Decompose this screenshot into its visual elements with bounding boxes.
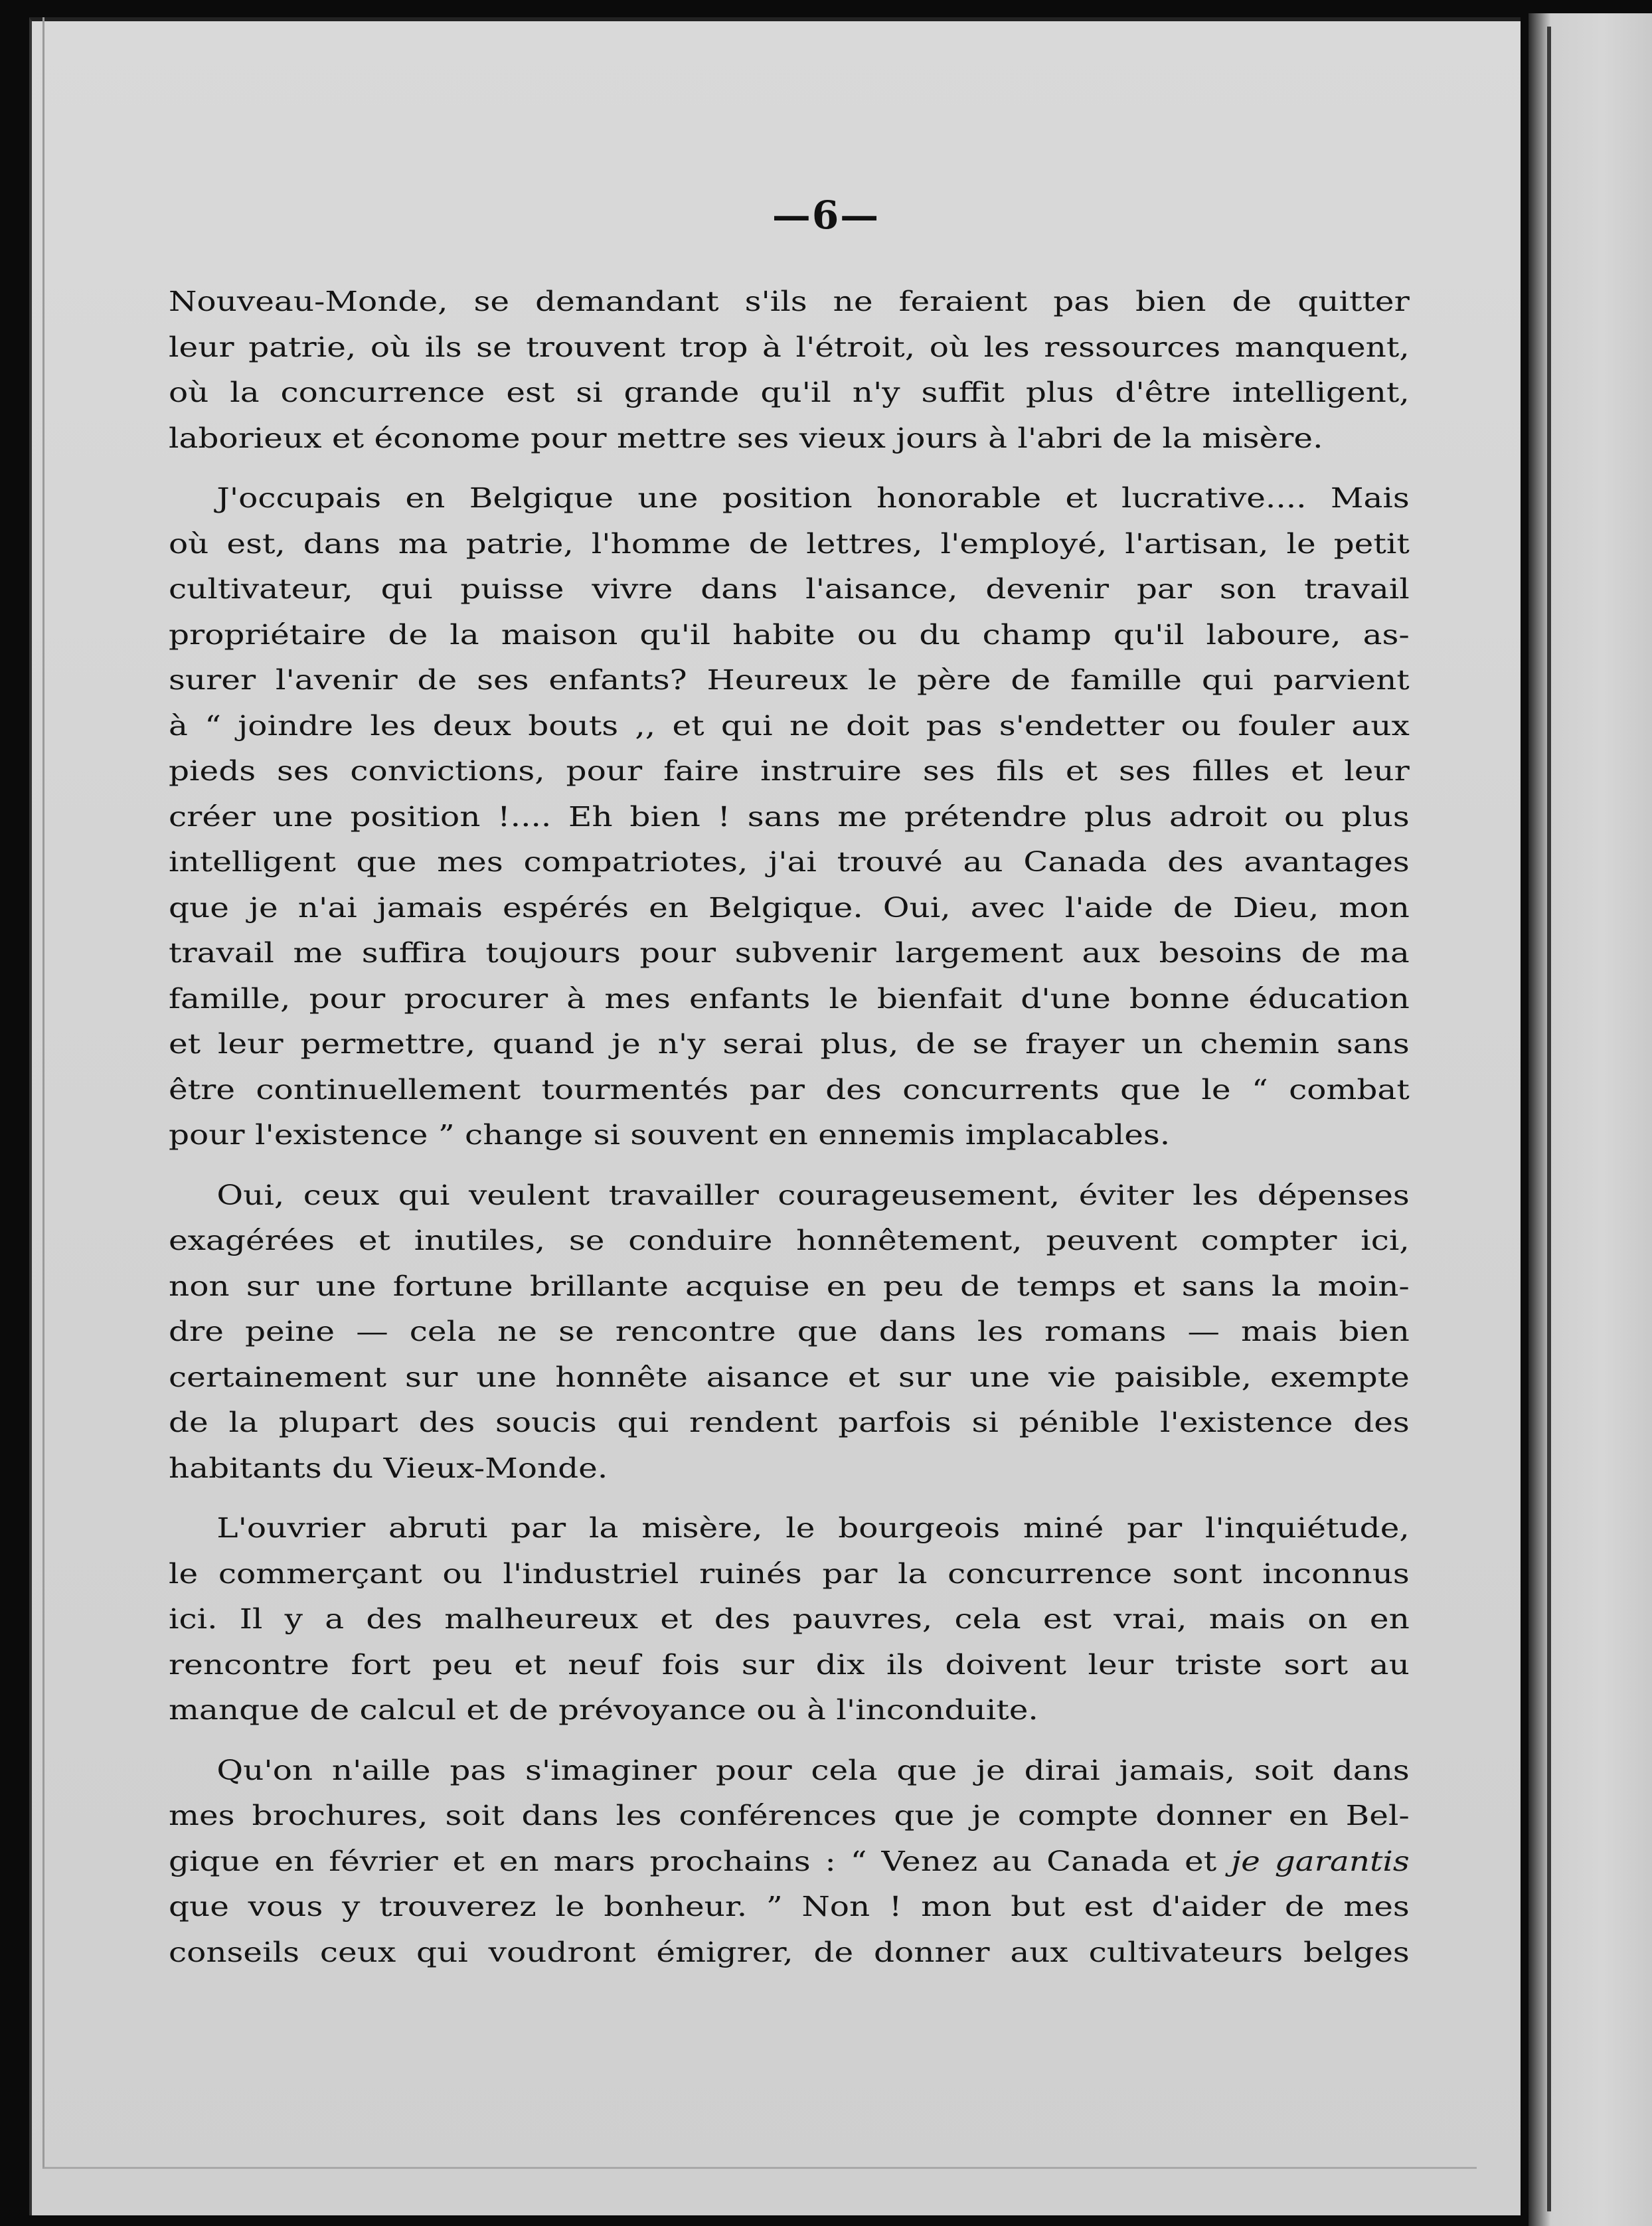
text-line: de la plupart des soucis qui rendent parfois si pénible l'existence des [169,1406,1410,1438]
text-line: certainement sur une honnête aisance et sur une vie paisible, exempte [169,1360,1410,1393]
text-line: propriétaire de la maison qu'il habite ou du champ qu'il laboure, as- [169,618,1410,651]
text-line: J'occupais en Belgique une position honorable et lucrative.... Mais [216,481,1410,514]
paragraph [169,1748,1410,1976]
text-line: famille, pour procurer à mes enfants le bienfait d'une bonne éducation [169,982,1410,1015]
text-line: dre peine — cela ne se rencontre que dans les romans — mais bien [169,1315,1410,1347]
text-line: que vous y trouverez le bonheur. ” Non ! mon but est d'aider de mes [169,1890,1410,1923]
text-line: non sur une fortune brillante acquise en peu de temps et sans la moin- [169,1269,1410,1302]
text-line: le commerçant ou l'industriel ruinés par la concurrence sont inconnus [169,1557,1410,1590]
text-line: manque de calcul et de prévoyance ou à l'inconduite. [169,1693,1038,1726]
text-line: intelligent que mes compatriotes, j'ai trouvé au Canada des avantages [169,845,1410,878]
text-line: surer l'avenir de ses enfants? Heureux le père de famille qui parvient [169,663,1410,696]
text-line: Qu'on n'aille pas s'imaginer pour cela que je dirai jamais, soit dans [216,1753,1410,1786]
text-line: pour l'existence ” change si souvent en ennemis implacables. [169,1118,1171,1151]
text-line: laborieux et économe pour mettre ses vieux jours à l'abri de la misère. [169,421,1323,454]
body-text [169,279,1410,1990]
text-line: à “ joindre les deux bouts ,, et qui ne doit pas s'endetter ou fouler aux [169,709,1410,742]
text-line: pieds ses convictions, pour faire instruire ses fils et ses filles et leur [169,754,1410,787]
text-line: conseils ceux qui voudront émigrer, de donner aux cultivateurs belges [169,1935,1410,1968]
text-line: mes brochures, soit dans les conférences que je compte donner en Bel- [169,1799,1410,1832]
paragraph [169,1173,1410,1492]
text-line: L'ouvrier abruti par la misère, le bourgeois miné par l'inquiétude, [216,1511,1410,1544]
text-line: où est, dans ma patrie, l'homme de lettres, l'employé, l'artisan, le petit [169,527,1410,560]
text-line: que je n'ai jamais espérés en Belgique. Oui, avec l'aide de Dieu, mon [169,891,1410,924]
text-line: et leur permettre, quand je n'y serai plus, de se frayer un chemin sans [169,1027,1410,1060]
text-line: exagérées et inutiles, se conduire honnêtement, peuvent compter ici, [169,1224,1410,1256]
text-line: habitants du Vieux-Monde. [169,1451,608,1484]
text-line: rencontre fort peu et neuf fois sur dix ils doivent leur triste sort au [169,1648,1410,1681]
paragraph [169,1505,1410,1733]
text-line: leur patrie, où ils se trouvent trop à l'étroit, où les ressources manquent, [169,330,1410,363]
text-line: créer une position !.... Eh bien ! sans me prétendre plus adroit ou plus [169,800,1410,833]
paragraph [169,475,1410,1158]
text-line: ici. Il y a des malheureux et des pauvres, cela est vrai, mais on en [169,1602,1410,1635]
text-line: Nouveau-Monde, se demandant s'ils ne feraient pas bien de quitter [169,285,1410,317]
page-number: —6— [772,193,880,238]
paragraph [169,279,1410,461]
text-line: être continuellement tourmentés par des concurrents que le “ combat [169,1072,1410,1106]
text-line: Oui, ceux qui veulent travailler courageusement, éviter les dépenses [216,1178,1410,1211]
text-line: travail me suffira toujours pour subvenir largement aux besoins de ma [169,936,1410,969]
italic-text: je garantis [1231,1844,1410,1877]
text-line: gique en février et en mars prochains : “ Venez au Canada et je garantis [169,1844,1410,1877]
text-line: où la concurrence est si grande qu'il n'y suffit plus d'être intelligent, [169,376,1410,408]
gutter-shadow [1547,27,1551,2211]
text-line: cultivateur, qui puisse vivre dans l'aisance, devenir par son travail [169,572,1410,605]
